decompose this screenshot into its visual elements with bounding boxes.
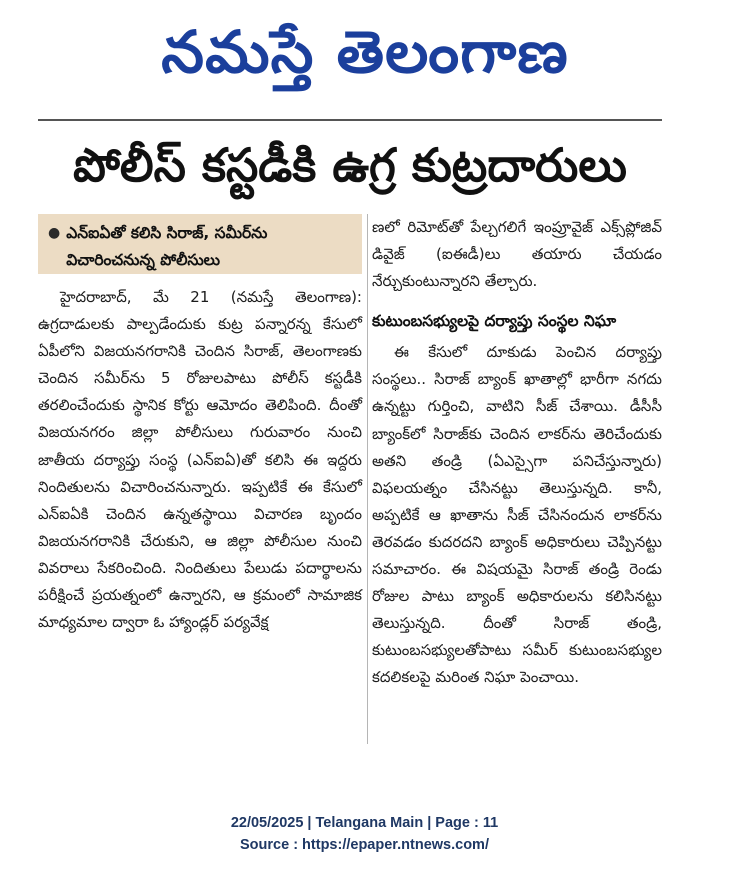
masthead [0,0,729,118]
article-body-right-2: ఈ కేసులో దూకుడు పెంచిన దర్యాప్తు సంస్థలు.. సిరాజ్ బ్యాంక్ ఖాతాల్లో భారీగా నగదు ఉన్నట్టు గుర్తించి, వాటిని సీజ్ చేశాయి. డీసీసీ బ్యాంక్‌లో సిరాజ్‌కు చెందిన లాకర్‌ను తెరిచేందుకు అతని తండ్రి (ఏఎస్సైగా పనిచేస్తున్నారు) విఫలయత్నం చేసినట్టు తెలుస్తున్నది. కానీ, అప్పటికే ఆ ఖాతాను సీజ్ చేసినందున లాకర్‌ను తెరవడం కుదరదని బ్యాంక్ అధికారులు చెప్పినట్టు సమాచారం. ఈ విషయమై సిరాజ్ తండ్రి రెండు రోజుల పాటు బ్యాంక్ అధికారులను కలిసినట్టు తెలుస్తున్నది. దీంతో సిరాజ్ తండ్రి, కుటుంబసభ్యులతోపాటు సమీర్ కుటుంబసభ్యుల కదలికలపై మరింత నిఘా పెంచాయి. [372,343,662,687]
article-body-left: హైదరాబాద్, మే 21 (నమస్తే తెలంగాణ): ఉగ్రదాడులకు పాల్పడేందుకు కుట్ర పన్నారన్న కేసులో ఏపీలోని విజయనగరానికి చెందిన సిరాజ్, తెలంగాణకు చెందిన సమీర్‌ను 5 రోజులపాటు పోలీస్ కస్టడీకి తరలించేందుకు స్థానిక కోర్టు ఆమోదం తెలిపింది. దీంతో విజయనగరం జిల్లా పోలీసులు గురువారం నుంచి జాతీయ దర్యాప్తు సంస్థ (ఎన్ఐఏ)తో కలిసి ఈ ఇద్దరు నిందితులను విచారించనున్నారు. ఇప్పటికే ఈ కేసులో ఎన్ఐఏకి చెందిన ఉన్నతస్థాయి విచారణ బృందం విజయనగరానికి చేరుకుని, ఆ జిల్లా పోలీసుల నుంచి వివరాలు సేకరించింది. నిందితులు పేలుడు పదార్థాలను పరీక్షించే ప్రయత్నంలో ఉన్నారని, ఆ క్రమంలో సామాజిక మాధ్యమాల ద్వారా ఓ హ్యాండ్లర్ పర్యవేక్ష [38,288,362,632]
column-divider [367,214,368,744]
footer-edition-info: 22/05/2025 | Telangana Main | Page : 11 [230,815,499,831]
article-headline: పోలీస్ కస్టడీకి ఉగ్ర కుట్రదారులు [73,138,627,192]
masthead-rule [38,119,662,121]
article-left-column [38,214,362,636]
highlight-box [38,214,362,274]
bullet-icon: ● [48,225,61,241]
article-body-right-1: ణలో రిమోట్‌తో పేల్చగలిగే ఇంప్రూవైజ్ ఎక్స్‌ప్లోజివ్ డివైజ్ (ఐఈడీ)లు తయారు చేయడం నేర్చుకుంటున్నారని తేల్చారు. [372,218,662,291]
highlight-text: ఎన్ఐఏతో కలిసి సిరాజ్, సమీర్‌ను విచారించనున్న పోలీసులు [66,224,268,269]
masthead-logo: నమస్తే తెలంగాణ [160,17,569,86]
article-right-column [372,214,662,692]
article-subheading: కుటుంబసభ్యులపై దర్యాప్తు సంస్థల నిఘా [372,312,617,331]
footer-source: Source : https://epaper.ntnews.com/ [240,837,489,853]
